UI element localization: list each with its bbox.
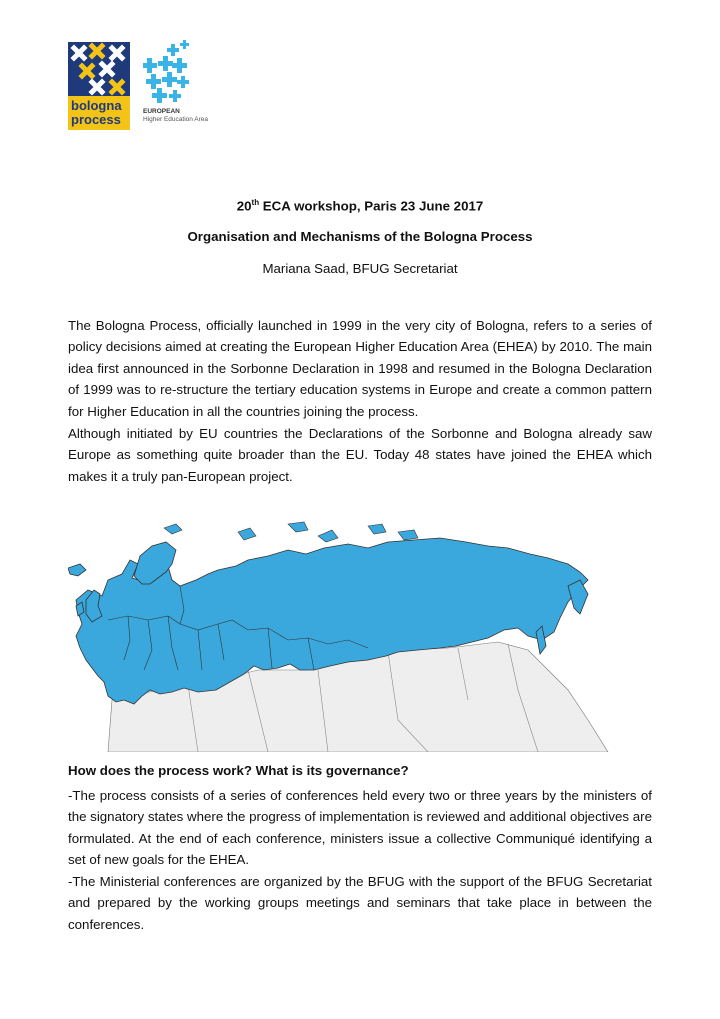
logo-group xyxy=(68,40,228,135)
governance-paragraph-1: -The process consists of a series of conferences held every two or three years by the ministers of the signatory states where the progress of implementation is reviewed and additional objectives are formulated. At the end of each conference, ministers issue a collective Communiqué identifying a set of new goals for the EHEA. xyxy=(68,788,652,868)
map-member-kamchatka xyxy=(568,580,588,614)
document-author: Mariana Saad, BFUG Secretariat xyxy=(262,261,458,276)
title-number: 20 xyxy=(236,198,252,214)
ehea-wordmark xyxy=(143,108,208,124)
bologna-process-logo xyxy=(68,42,130,130)
bologna-wordmark xyxy=(68,96,130,130)
bologna-x-pattern-icon xyxy=(68,42,130,98)
map-member-iceland xyxy=(68,564,86,576)
ehea-member-map xyxy=(68,520,652,752)
title-superscript: th xyxy=(251,198,260,207)
ehea-logo xyxy=(143,40,223,132)
document-subtitle: Organisation and Mechanisms of the Bologna Process xyxy=(187,229,533,244)
intro-paragraph-1: The Bologna Process, officially launched in 1999 in the very city of Bologna, refers to a series of policy decisions aimed at creating the European Higher Education Area (EHEA) by 2010. The main idea first announced in the Sorbonne Declaration in 1998 and resumed in the Bologna Declaration of 1999 was to re-structure the tertiary education systems in Europe and create a common pattern for Higher Education in all the countries joining the process. xyxy=(68,318,652,419)
document-title xyxy=(0,198,720,213)
ehea-cross-pattern-icon xyxy=(143,40,193,106)
map-arctic-islands xyxy=(164,522,418,542)
ehea-wordmark-line2: Higher Education Area xyxy=(143,116,209,123)
governance-heading: How does the process work? What is its governance? xyxy=(68,763,409,778)
governance-paragraph-2: -The Ministerial conferences are organized by the BFUG with the support of the BFUG Secretariat and prepared by the working groups meetings and seminars that take place in between the conferences. xyxy=(68,874,652,932)
ehea-wordmark-line1: EUROPEAN xyxy=(143,108,180,115)
title-rest: ECA workshop, Paris 23 June 2017 xyxy=(259,198,484,214)
intro-paragraph-2: Although initiated by EU countries the Declarations of the Sorbonne and Bologna already saw Europe as something quite broader than the EU. Today 48 states have joined the EHEA which makes it a truly pan-European project. xyxy=(68,426,652,484)
bologna-wordmark-line2: process xyxy=(71,112,121,127)
bologna-wordmark-line1: bologna xyxy=(71,98,122,113)
